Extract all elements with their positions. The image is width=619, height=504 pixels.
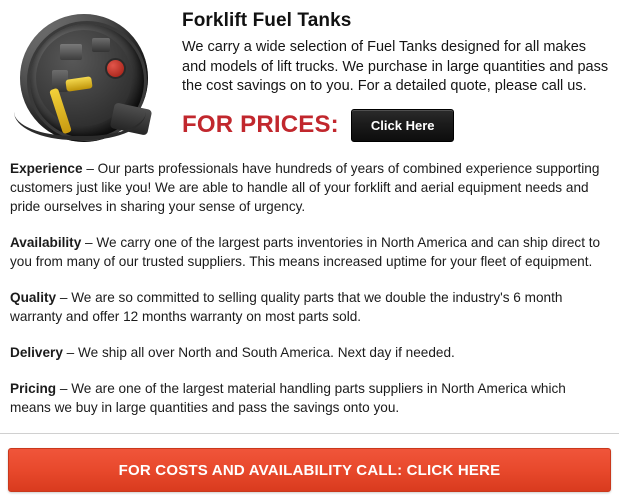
section-delivery <box>10 343 605 362</box>
section-pricing <box>10 379 605 417</box>
page-title: Forklift Fuel Tanks <box>182 10 352 31</box>
section-quality-lead: Quality <box>10 290 57 305</box>
section-quality-text: – We are so committed to selling quality parts that we double the industry's 6 month warranty and offer 12 months warranty on most parts sold. <box>10 290 563 324</box>
section-pricing-text: – We are one of the largest material handling parts suppliers in North America which means we buy in large quantities and pass the savings onto you. <box>10 381 566 415</box>
footer-divider <box>0 433 619 434</box>
section-quality <box>10 288 605 326</box>
section-delivery-text: – We ship all over North and South America. Next day if needed. <box>62 345 455 360</box>
intro-block <box>178 8 609 142</box>
section-experience <box>10 159 605 216</box>
fuel-tank-image <box>8 10 168 145</box>
content-sections <box>0 145 619 417</box>
click-here-button[interactable]: Click Here <box>351 109 455 142</box>
section-availability <box>10 233 605 271</box>
section-experience-text: – Our parts professionals have hundreds of years of combined experience supporting customers just like you! We are able to handle all of your forklift and aerial equipment needs and pride ourselves in sharing your sense of urgency. <box>10 161 600 214</box>
section-delivery-lead: Delivery <box>10 345 63 360</box>
cta-call-label: FOR COSTS AND AVAILABILITY CALL: CLICK HERE <box>118 461 501 479</box>
tank-valve-secondary-icon <box>92 38 110 52</box>
section-availability-lead: Availability <box>10 235 82 250</box>
intro-paragraph: We carry a wide selection of Fuel Tanks designed for all makes and models of lift trucks. We purchase in large quantities and pass the cost savings on to you. For a detailed quote, please call us. <box>182 39 609 94</box>
header-section <box>0 0 619 145</box>
section-pricing-lead: Pricing <box>10 381 57 396</box>
cta-call-banner[interactable] <box>8 448 611 492</box>
for-prices-label: FOR PRICES: <box>182 111 339 138</box>
tank-hose-shape <box>14 102 146 140</box>
section-availability-text: – We carry one of the largest parts inventories in North America and can ship direct to you from many of our trusted suppliers. This means increased uptime for your fleet of equipment. <box>10 235 601 269</box>
red-knob-icon <box>105 58 126 79</box>
product-image-container <box>8 8 178 145</box>
prices-row <box>182 109 609 142</box>
tank-valve-icon <box>60 44 82 60</box>
section-experience-lead: Experience <box>10 161 83 176</box>
